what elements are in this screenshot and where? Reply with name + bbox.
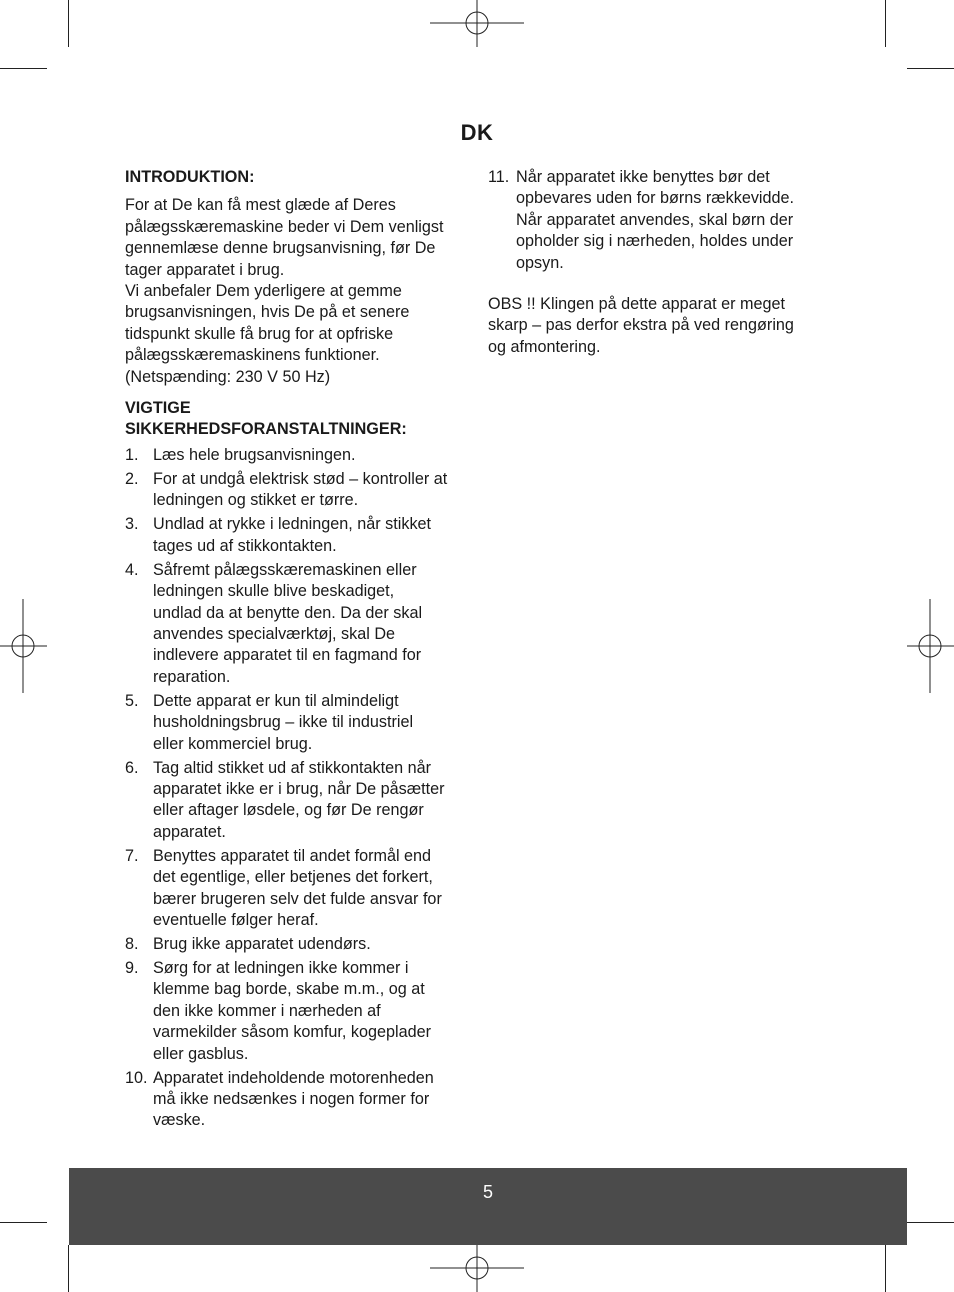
list-item [125,691,470,755]
list-item [125,934,470,955]
list-item-line: Tag altid stikket ud af stikkontakten når [153,758,432,777]
list-item-line: Dette apparat er kun til almindeligt [153,691,399,710]
list-item-number: 11. [488,168,510,186]
list-item-line: eventuelle følger heraf. [153,910,319,929]
left-column [125,167,470,1134]
list-item-line: eller kommerciel brug. [153,734,313,753]
list-item-line: apparatet. [153,822,226,841]
list-item-number: 6. [125,758,139,777]
safety-title-line: VIGTIGE [125,399,191,418]
registration-mark-right-icon [907,599,954,693]
list-item-number: 10. [125,1068,148,1087]
warning-line: skarp – pas derfor ekstra på ved rengøring [488,316,794,335]
list-item-line: Såfremt pålægsskæremaskinen eller [153,560,417,579]
list-item [125,1068,470,1132]
list-item-number: 7. [125,846,139,865]
list-item-line: For at undgå elektrisk stød – kontroller at [153,469,448,488]
warning-line: OBS !! Klingen på dette apparat er meget [488,295,785,314]
list-item-line: bærer brugeren selv det fulde ansvar for [153,889,442,908]
list-item-line: Sørg for at ledningen ikke kommer i [153,958,409,977]
list-item-number: 2. [125,469,139,488]
footer-bar [69,1168,907,1245]
intro-line: tidspunkt skulle få brug for at opfriske [125,324,394,343]
crop-mark-top-right-horizontal [907,68,954,69]
list-item-line: reparation. [153,667,231,686]
crop-mark-top-left-horizontal [0,68,47,69]
list-item-number: 9. [125,958,139,977]
crop-mark-bottom-right-horizontal [907,1222,954,1223]
list-item-line: apparatet ikke er i brug, når De påsætter [153,779,445,798]
list-item-line: opholder sig i nærheden, holdes under [516,232,794,251]
safety-title [125,398,470,441]
warning-line: og afmontering. [488,337,601,356]
list-item-number: 5. [125,691,139,710]
list-item [125,846,470,932]
list-item-number: 1. [125,445,139,464]
list-item-number: 8. [125,934,139,953]
intro-line: Vi anbefaler Dem yderligere at gemme [125,282,402,301]
list-item [125,560,470,688]
list-item-line: tages ud af stikkontakten. [153,536,337,555]
intro-title: INTRODUKTION: [125,168,255,186]
list-item-line: ledningen skulle blive beskadiget, [153,582,395,601]
list-item [488,167,818,274]
list-item-line: Undlad at rykke i ledningen, når stikket [153,515,432,534]
list-item-line: Apparatet indeholdende motorenheden [153,1068,434,1087]
intro-line: pålægsskæremaskinens funktioner. [125,346,380,365]
list-item-line: den ikke kommer i nærheden af [153,1001,381,1020]
list-item-line: eller gasblus. [153,1044,249,1063]
list-item [125,469,470,512]
registration-mark-left-icon [0,599,47,693]
crop-mark-bottom-right-vertical [885,1245,886,1292]
safety-list-continued [488,167,818,274]
right-column [488,167,818,358]
list-item-line: opsyn. [516,253,564,272]
intro-line: pålægsskæremaskine beder vi Dem venligst [125,217,444,236]
language-heading: DK [460,120,494,145]
intro-line: gennemlæse denne brugsanvisning, før De [125,239,436,258]
list-item-line: indlevere apparatet til en fagmand for [153,646,422,665]
list-item-line: klemme bag borde, skabe m.m., og at [153,980,425,999]
list-item-line: Når apparatet anvendes, skal børn der [516,210,794,229]
list-item-line: må ikke nedsænkes i nogen former for [153,1090,430,1108]
list-item-line: Brug ikke apparatet udendørs. [153,934,371,953]
blade-warning [488,294,818,358]
crop-mark-top-left-vertical [68,0,69,47]
list-item-line: ledningen og stikket er tørre. [153,491,359,510]
list-item [125,758,470,844]
intro-line: (Netspænding: 230 V 50 Hz) [125,367,331,386]
list-item-line: Når apparatet ikke benyttes bør det [516,168,770,186]
list-item-line: eller aftager løsdele, og før De rengør [153,801,424,820]
list-item [125,514,470,557]
intro-line: brugsanvisningen, hvis De på et senere [125,303,410,322]
list-item-line: det egentlige, eller betjenes det forkert, [153,868,433,887]
list-item [125,445,470,466]
list-item-line: varmekilder såsom komfur, kogeplader [153,1023,432,1042]
list-item-number: 4. [125,560,139,579]
list-item-line: husholdningsbrug – ikke til industriel [153,713,414,732]
list-item-line: væske. [153,1111,206,1130]
list-item-line: opbevares uden for børns rækkevidde. [516,189,795,208]
list-item-line: Læs hele brugsanvisningen. [153,445,356,464]
list-item [125,958,470,1065]
crop-mark-top-right-vertical [885,0,886,47]
registration-mark-top-icon [430,0,524,47]
list-item-number: 3. [125,515,139,534]
crop-mark-bottom-left-horizontal [0,1222,47,1223]
list-item-line: Benyttes apparatet til andet formål end [153,846,432,865]
registration-mark-bottom-icon [430,1245,524,1292]
crop-mark-bottom-left-vertical [68,1245,69,1292]
intro-line: tager apparatet i brug. [125,260,285,279]
page-number: 5 [482,1182,493,1202]
intro-paragraph [125,195,470,388]
list-item-line: undlad da at benytte den. Da der skal [153,603,423,622]
safety-list [125,445,470,1132]
intro-line: For at De kan få mest glæde af Deres [125,196,396,215]
list-item-line: anvendes specialværktøj, skal De [153,624,396,643]
safety-title-line: SIKKERHEDSFORANSTALTNINGER: [125,420,407,439]
